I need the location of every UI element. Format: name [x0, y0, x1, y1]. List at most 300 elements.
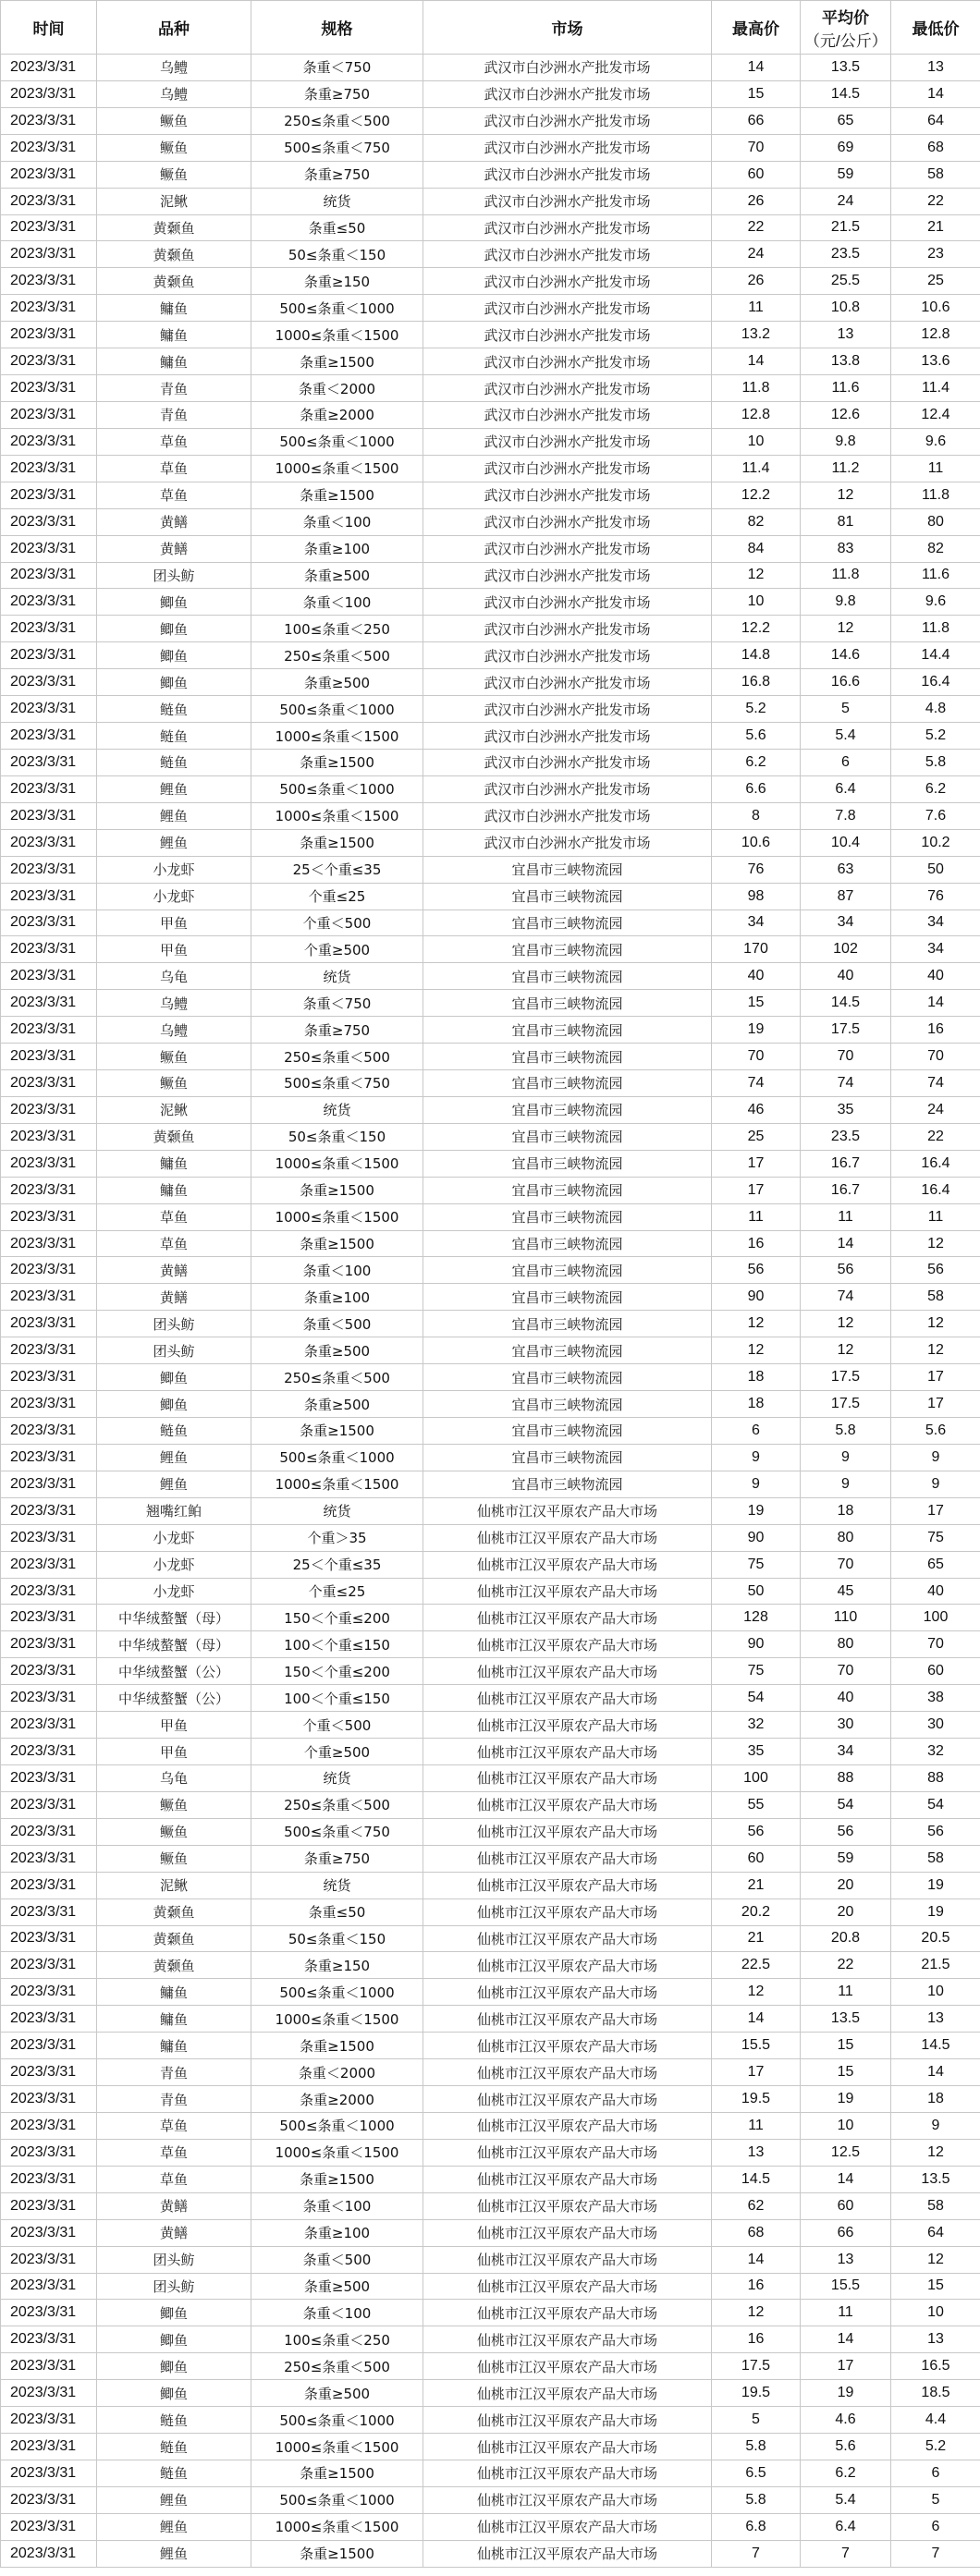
cell-min-price: 70: [891, 1044, 980, 1070]
cell-max-price: 12: [712, 1979, 801, 2006]
cell-spec: 条重≥750: [251, 1845, 423, 1872]
cell-date: 2023/3/31: [1, 161, 97, 188]
cell-date: 2023/3/31: [1, 2513, 97, 2540]
cell-max-price: 100: [712, 1765, 801, 1792]
table-row: [1, 2006, 980, 2033]
cell-spec: 条重≥150: [251, 1952, 423, 1979]
cell-spec: 500≤条重＜1000: [251, 696, 423, 723]
cell-min-price: 5.6: [891, 1418, 980, 1445]
cell-avg-price: 9: [801, 1471, 891, 1497]
table-row: [1, 2540, 980, 2567]
cell-min-price: 75: [891, 1524, 980, 1551]
cell-avg-price: 21.5: [801, 214, 891, 241]
table-row: [1, 883, 980, 910]
cell-max-price: 17.5: [712, 2353, 801, 2380]
table-row: [1, 1257, 980, 1284]
cell-variety: 甲鱼: [97, 936, 251, 963]
cell-avg-price: 34: [801, 910, 891, 936]
cell-max-price: 60: [712, 161, 801, 188]
cell-avg-price: 16.7: [801, 1150, 891, 1177]
cell-date: 2023/3/31: [1, 1578, 97, 1605]
table-row: [1, 936, 980, 963]
cell-spec: 500≤条重＜1000: [251, 2407, 423, 2434]
cell-spec: 500≤条重＜1000: [251, 2112, 423, 2139]
cell-market: 武汉市白沙洲水产批发市场: [423, 562, 712, 589]
cell-max-price: 128: [712, 1605, 801, 1631]
cell-avg-price: 11: [801, 2300, 891, 2326]
table-row: [1, 428, 980, 455]
cell-spec: 条重≥1500: [251, 1177, 423, 1203]
cell-variety: 中华绒螯蟹（母）: [97, 1631, 251, 1658]
cell-market: 宜昌市三峡物流园: [423, 1364, 712, 1391]
cell-max-price: 10.6: [712, 829, 801, 856]
cell-spec: 50≤条重＜150: [251, 241, 423, 268]
cell-spec: 条重≥1500: [251, 2166, 423, 2192]
cell-market: 仙桃市江汉平原农产品大市场: [423, 1925, 712, 1952]
cell-date: 2023/3/31: [1, 1818, 97, 1845]
cell-market: 仙桃市江汉平原农产品大市场: [423, 1898, 712, 1925]
cell-market: 武汉市白沙洲水产批发市场: [423, 161, 712, 188]
cell-min-price: 14: [891, 2059, 980, 2086]
cell-max-price: 15.5: [712, 2033, 801, 2059]
cell-spec: 500≤条重＜1000: [251, 2486, 423, 2513]
cell-variety: 鲤鱼: [97, 1471, 251, 1497]
cell-min-price: 13: [891, 2326, 980, 2353]
cell-market: 武汉市白沙洲水产批发市场: [423, 616, 712, 642]
table-row: [1, 535, 980, 562]
cell-market: 武汉市白沙洲水产批发市场: [423, 455, 712, 482]
cell-date: 2023/3/31: [1, 80, 97, 107]
cell-date: 2023/3/31: [1, 1418, 97, 1445]
cell-market: 宜昌市三峡物流园: [423, 1284, 712, 1311]
cell-spec: 条重≥500: [251, 669, 423, 696]
cell-max-price: 5: [712, 2407, 801, 2434]
cell-variety: 鳜鱼: [97, 1044, 251, 1070]
cell-spec: 条重≥500: [251, 2273, 423, 2300]
cell-variety: 鲢鱼: [97, 2407, 251, 2434]
table-row: [1, 1150, 980, 1177]
cell-min-price: 6.2: [891, 775, 980, 802]
cell-variety: 中华绒螯蟹（公）: [97, 1685, 251, 1712]
cell-spec: 条重＜500: [251, 1311, 423, 1337]
cell-market: 仙桃市江汉平原农产品大市场: [423, 2166, 712, 2192]
table-row: [1, 775, 980, 802]
cell-avg-price: 13: [801, 2246, 891, 2273]
cell-max-price: 46: [712, 1096, 801, 1123]
table-row: [1, 2033, 980, 2059]
cell-spec: 100≤条重＜250: [251, 2326, 423, 2353]
cell-market: 宜昌市三峡物流园: [423, 1230, 712, 1257]
cell-min-price: 11.8: [891, 616, 980, 642]
cell-market: 仙桃市江汉平原农产品大市场: [423, 1791, 712, 1818]
cell-avg-price: 60: [801, 2192, 891, 2219]
cell-market: 仙桃市江汉平原农产品大市场: [423, 2326, 712, 2353]
cell-max-price: 12: [712, 2300, 801, 2326]
cell-avg-price: 18: [801, 1497, 891, 1524]
cell-min-price: 11: [891, 1203, 980, 1230]
cell-min-price: 64: [891, 107, 980, 134]
cell-min-price: 58: [891, 161, 980, 188]
cell-variety: 鳜鱼: [97, 1070, 251, 1097]
cell-market: 仙桃市江汉平原农产品大市场: [423, 1765, 712, 1792]
header-spec: 规格: [251, 1, 423, 55]
cell-max-price: 84: [712, 535, 801, 562]
cell-avg-price: 66: [801, 2219, 891, 2246]
cell-market: 宜昌市三峡物流园: [423, 856, 712, 883]
cell-market: 宜昌市三峡物流园: [423, 1017, 712, 1044]
cell-min-price: 80: [891, 508, 980, 535]
cell-date: 2023/3/31: [1, 1551, 97, 1578]
cell-market: 宜昌市三峡物流园: [423, 1096, 712, 1123]
table-row: [1, 1712, 980, 1739]
cell-avg-price: 6.2: [801, 2460, 891, 2486]
cell-market: 武汉市白沙洲水产批发市场: [423, 241, 712, 268]
cell-min-price: 5.8: [891, 749, 980, 775]
cell-min-price: 54: [891, 1791, 980, 1818]
cell-market: 宜昌市三峡物流园: [423, 1337, 712, 1364]
cell-market: 仙桃市江汉平原农产品大市场: [423, 1712, 712, 1739]
cell-market: 仙桃市江汉平原农产品大市场: [423, 2486, 712, 2513]
cell-variety: 鲫鱼: [97, 616, 251, 642]
cell-min-price: 30: [891, 1712, 980, 1739]
cell-min-price: 13: [891, 2006, 980, 2033]
cell-spec: 条重≥2000: [251, 401, 423, 428]
cell-max-price: 60: [712, 1845, 801, 1872]
cell-max-price: 19.5: [712, 2380, 801, 2407]
cell-market: 仙桃市江汉平原农产品大市场: [423, 2540, 712, 2567]
cell-date: 2023/3/31: [1, 1177, 97, 1203]
cell-market: 仙桃市江汉平原农产品大市场: [423, 2300, 712, 2326]
cell-avg-price: 6.4: [801, 2513, 891, 2540]
table-row: [1, 2513, 980, 2540]
cell-date: 2023/3/31: [1, 55, 97, 81]
cell-spec: 条重≥1500: [251, 482, 423, 508]
cell-market: 宜昌市三峡物流园: [423, 1418, 712, 1445]
cell-min-price: 9: [891, 1471, 980, 1497]
cell-avg-price: 56: [801, 1818, 891, 1845]
table-row: [1, 1658, 980, 1685]
cell-avg-price: 13.5: [801, 55, 891, 81]
cell-max-price: 9: [712, 1444, 801, 1471]
cell-avg-price: 17.5: [801, 1364, 891, 1391]
cell-date: 2023/3/31: [1, 616, 97, 642]
cell-variety: 鲤鱼: [97, 775, 251, 802]
cell-variety: 黄鳝: [97, 535, 251, 562]
cell-variety: 甲鱼: [97, 1739, 251, 1765]
cell-market: 仙桃市江汉平原农产品大市场: [423, 2219, 712, 2246]
cell-max-price: 17: [712, 1150, 801, 1177]
table-row: [1, 2086, 980, 2113]
cell-avg-price: 20: [801, 1872, 891, 1898]
cell-min-price: 64: [891, 2219, 980, 2246]
cell-date: 2023/3/31: [1, 268, 97, 295]
cell-spec: 条重＜100: [251, 2300, 423, 2326]
cell-max-price: 74: [712, 1070, 801, 1097]
table-row: [1, 1524, 980, 1551]
cell-date: 2023/3/31: [1, 2380, 97, 2407]
cell-market: 武汉市白沙洲水产批发市场: [423, 107, 712, 134]
cell-variety: 鲫鱼: [97, 2353, 251, 2380]
cell-market: 武汉市白沙洲水产批发市场: [423, 775, 712, 802]
cell-date: 2023/3/31: [1, 1257, 97, 1284]
cell-min-price: 5.2: [891, 2434, 980, 2460]
cell-max-price: 56: [712, 1257, 801, 1284]
cell-market: 武汉市白沙洲水产批发市场: [423, 428, 712, 455]
cell-variety: 小龙虾: [97, 1524, 251, 1551]
cell-min-price: 17: [891, 1364, 980, 1391]
table-row: [1, 375, 980, 402]
cell-min-price: 40: [891, 963, 980, 990]
header-date: 时间: [1, 1, 97, 55]
cell-market: 武汉市白沙洲水产批发市场: [423, 348, 712, 375]
cell-variety: 鳙鱼: [97, 295, 251, 322]
table-row: [1, 2059, 980, 2086]
cell-avg-price: 14: [801, 1230, 891, 1257]
table-row: [1, 696, 980, 723]
cell-market: 宜昌市三峡物流园: [423, 1471, 712, 1497]
cell-spec: 个重≥500: [251, 1739, 423, 1765]
cell-max-price: 75: [712, 1658, 801, 1685]
cell-spec: 条重≥500: [251, 562, 423, 589]
cell-max-price: 22.5: [712, 1952, 801, 1979]
cell-max-price: 90: [712, 1524, 801, 1551]
cell-date: 2023/3/31: [1, 1311, 97, 1337]
cell-market: 宜昌市三峡物流园: [423, 1257, 712, 1284]
cell-date: 2023/3/31: [1, 1070, 97, 1097]
cell-date: 2023/3/31: [1, 1631, 97, 1658]
cell-max-price: 20.2: [712, 1898, 801, 1925]
cell-variety: 乌龟: [97, 963, 251, 990]
cell-max-price: 5.8: [712, 2434, 801, 2460]
cell-min-price: 17: [891, 1497, 980, 1524]
cell-spec: 条重＜750: [251, 55, 423, 81]
cell-variety: 黄颡鱼: [97, 1952, 251, 1979]
cell-min-price: 13.6: [891, 348, 980, 375]
cell-spec: 500≤条重＜750: [251, 1818, 423, 1845]
cell-variety: 鳜鱼: [97, 1791, 251, 1818]
table-body: [1, 55, 980, 2568]
cell-market: 仙桃市江汉平原农产品大市场: [423, 2353, 712, 2380]
cell-market: 仙桃市江汉平原农产品大市场: [423, 2059, 712, 2086]
cell-max-price: 14: [712, 2246, 801, 2273]
cell-variety: 乌龟: [97, 1765, 251, 1792]
cell-spec: 500≤条重＜750: [251, 134, 423, 161]
table-row: [1, 2273, 980, 2300]
cell-spec: 500≤条重＜1000: [251, 295, 423, 322]
cell-spec: 1000≤条重＜1500: [251, 723, 423, 750]
cell-spec: 统货: [251, 1872, 423, 1898]
cell-variety: 团头鲂: [97, 2273, 251, 2300]
cell-min-price: 10.6: [891, 295, 980, 322]
cell-min-price: 38: [891, 1685, 980, 1712]
cell-spec: 250≤条重＜500: [251, 642, 423, 669]
cell-date: 2023/3/31: [1, 1658, 97, 1685]
cell-max-price: 54: [712, 1685, 801, 1712]
cell-avg-price: 11.2: [801, 455, 891, 482]
table-row: [1, 2246, 980, 2273]
cell-avg-price: 23.5: [801, 1123, 891, 1150]
cell-variety: 鳜鱼: [97, 107, 251, 134]
cell-min-price: 50: [891, 856, 980, 883]
cell-max-price: 5.8: [712, 2486, 801, 2513]
table-row: [1, 188, 980, 214]
cell-date: 2023/3/31: [1, 1230, 97, 1257]
cell-avg-price: 45: [801, 1578, 891, 1605]
cell-min-price: 18: [891, 2086, 980, 2113]
cell-variety: 青鱼: [97, 2059, 251, 2086]
cell-avg-price: 11.8: [801, 562, 891, 589]
cell-max-price: 14.5: [712, 2166, 801, 2192]
cell-avg-price: 14.6: [801, 642, 891, 669]
cell-max-price: 21: [712, 1872, 801, 1898]
cell-spec: 150＜个重≤200: [251, 1605, 423, 1631]
table-row: [1, 1605, 980, 1631]
table-row: [1, 616, 980, 642]
cell-spec: 条重≥750: [251, 161, 423, 188]
cell-max-price: 14: [712, 2006, 801, 2033]
cell-max-price: 5.2: [712, 696, 801, 723]
cell-variety: 鲫鱼: [97, 669, 251, 696]
header-market: 市场: [423, 1, 712, 55]
cell-spec: 25＜个重≤35: [251, 1551, 423, 1578]
cell-variety: 鳜鱼: [97, 1845, 251, 1872]
cell-avg-price: 12: [801, 1337, 891, 1364]
cell-variety: 鳙鱼: [97, 1150, 251, 1177]
cell-date: 2023/3/31: [1, 1524, 97, 1551]
table-row: [1, 749, 980, 775]
cell-market: 仙桃市江汉平原农产品大市场: [423, 1872, 712, 1898]
cell-avg-price: 17.5: [801, 1017, 891, 1044]
cell-variety: 草鱼: [97, 455, 251, 482]
table-row: [1, 723, 980, 750]
cell-spec: 50≤条重＜150: [251, 1123, 423, 1150]
cell-date: 2023/3/31: [1, 2353, 97, 2380]
cell-market: 武汉市白沙洲水产批发市场: [423, 188, 712, 214]
cell-spec: 条重＜2000: [251, 2059, 423, 2086]
cell-variety: 泥鳅: [97, 1096, 251, 1123]
cell-max-price: 12: [712, 1337, 801, 1364]
table-row: [1, 1818, 980, 1845]
cell-min-price: 76: [891, 883, 980, 910]
cell-avg-price: 34: [801, 1739, 891, 1765]
cell-min-price: 100: [891, 1605, 980, 1631]
cell-min-price: 16.5: [891, 2353, 980, 2380]
cell-date: 2023/3/31: [1, 1017, 97, 1044]
cell-max-price: 16: [712, 2273, 801, 2300]
cell-spec: 150＜个重≤200: [251, 1658, 423, 1685]
cell-avg-price: 12: [801, 482, 891, 508]
cell-spec: 统货: [251, 188, 423, 214]
cell-date: 2023/3/31: [1, 723, 97, 750]
cell-variety: 鲫鱼: [97, 1364, 251, 1391]
cell-market: 仙桃市江汉平原农产品大市场: [423, 2273, 712, 2300]
header-avg-label: 平均价: [822, 8, 869, 27]
cell-variety: 黄颡鱼: [97, 214, 251, 241]
cell-date: 2023/3/31: [1, 589, 97, 616]
cell-variety: 团头鲂: [97, 1311, 251, 1337]
cell-date: 2023/3/31: [1, 2407, 97, 2434]
cell-max-price: 90: [712, 1631, 801, 1658]
cell-spec: 条重≥500: [251, 1337, 423, 1364]
cell-market: 宜昌市三峡物流园: [423, 1150, 712, 1177]
cell-max-price: 13: [712, 2139, 801, 2166]
cell-avg-price: 5.8: [801, 1418, 891, 1445]
cell-variety: 鲤鱼: [97, 1444, 251, 1471]
cell-max-price: 50: [712, 1578, 801, 1605]
cell-min-price: 56: [891, 1818, 980, 1845]
cell-max-price: 24: [712, 241, 801, 268]
header-min: 最低价: [891, 1, 980, 55]
cell-date: 2023/3/31: [1, 455, 97, 482]
table-row: [1, 508, 980, 535]
cell-spec: 250≤条重＜500: [251, 2353, 423, 2380]
cell-spec: 1000≤条重＜1500: [251, 322, 423, 348]
cell-min-price: 12: [891, 2139, 980, 2166]
cell-max-price: 6.5: [712, 2460, 801, 2486]
cell-max-price: 11: [712, 295, 801, 322]
cell-date: 2023/3/31: [1, 2246, 97, 2273]
cell-variety: 鲤鱼: [97, 2513, 251, 2540]
cell-date: 2023/3/31: [1, 214, 97, 241]
cell-variety: 乌鳢: [97, 55, 251, 81]
cell-spec: 1000≤条重＜1500: [251, 2006, 423, 2033]
cell-max-price: 6.2: [712, 749, 801, 775]
cell-date: 2023/3/31: [1, 1203, 97, 1230]
table-row: [1, 80, 980, 107]
cell-variety: 小龙虾: [97, 1578, 251, 1605]
cell-date: 2023/3/31: [1, 1150, 97, 1177]
cell-min-price: 12.4: [891, 401, 980, 428]
cell-max-price: 10: [712, 428, 801, 455]
cell-avg-price: 25.5: [801, 268, 891, 295]
table-row: [1, 161, 980, 188]
table-row: [1, 2139, 980, 2166]
cell-avg-price: 15: [801, 2033, 891, 2059]
cell-spec: 250≤条重＜500: [251, 1364, 423, 1391]
cell-avg-price: 14.5: [801, 990, 891, 1017]
cell-market: 仙桃市江汉平原农产品大市场: [423, 1952, 712, 1979]
cell-date: 2023/3/31: [1, 107, 97, 134]
cell-spec: 统货: [251, 1096, 423, 1123]
cell-avg-price: 70: [801, 1551, 891, 1578]
cell-market: 仙桃市江汉平原农产品大市场: [423, 1524, 712, 1551]
cell-avg-price: 65: [801, 107, 891, 134]
cell-spec: 统货: [251, 1497, 423, 1524]
cell-min-price: 22: [891, 188, 980, 214]
cell-date: 2023/3/31: [1, 508, 97, 535]
cell-min-price: 70: [891, 1631, 980, 1658]
cell-variety: 草鱼: [97, 2112, 251, 2139]
cell-market: 仙桃市江汉平原农产品大市场: [423, 1979, 712, 2006]
cell-market: 武汉市白沙洲水产批发市场: [423, 322, 712, 348]
cell-market: 仙桃市江汉平原农产品大市场: [423, 2380, 712, 2407]
cell-min-price: 32: [891, 1739, 980, 1765]
table-row: [1, 1444, 980, 1471]
table-row: [1, 1925, 980, 1952]
cell-spec: 500≤条重＜1000: [251, 1979, 423, 2006]
cell-market: 仙桃市江汉平原农产品大市场: [423, 2139, 712, 2166]
cell-avg-price: 83: [801, 535, 891, 562]
cell-variety: 鳜鱼: [97, 161, 251, 188]
cell-min-price: 60: [891, 1658, 980, 1685]
cell-avg-price: 5: [801, 696, 891, 723]
cell-min-price: 11.8: [891, 482, 980, 508]
cell-market: 仙桃市江汉平原农产品大市场: [423, 1631, 712, 1658]
cell-variety: 鲫鱼: [97, 589, 251, 616]
cell-max-price: 11: [712, 1203, 801, 1230]
cell-market: 仙桃市江汉平原农产品大市场: [423, 2112, 712, 2139]
cell-variety: 小龙虾: [97, 883, 251, 910]
